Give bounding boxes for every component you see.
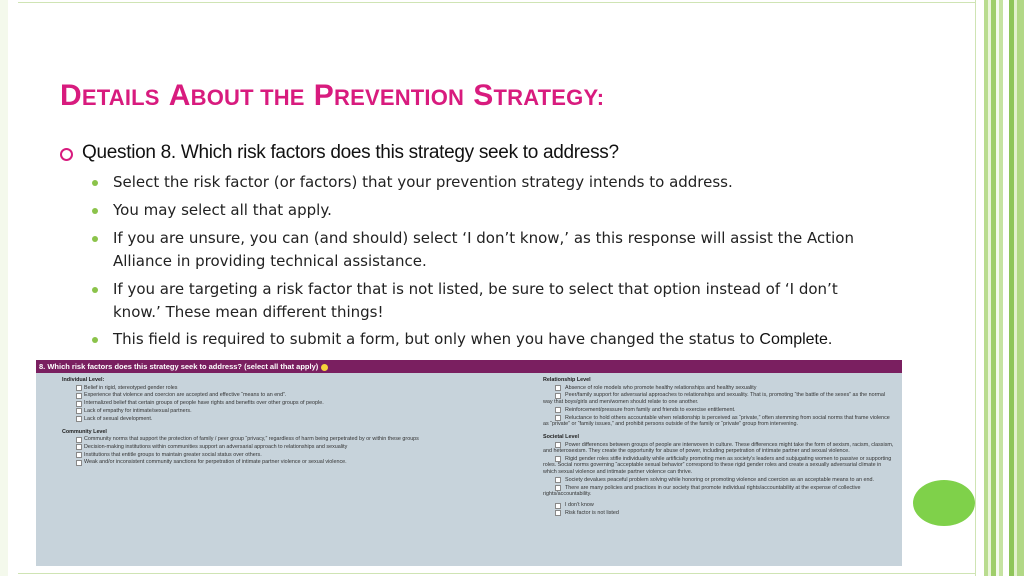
checkbox[interactable] xyxy=(76,401,82,407)
checkbox[interactable] xyxy=(555,456,561,462)
bullet-text: If you are unsure, you can (and should) select ‘I don’t know,’ as this response will assist the Action Alliance in providing technical assistance. xyxy=(113,229,854,270)
right-border-line xyxy=(975,0,976,576)
risk-factor-form-screenshot xyxy=(36,360,902,566)
bullet-item xyxy=(92,227,872,273)
risk-factor-option[interactable]: Lack of empathy for intimate/sexual partners. xyxy=(62,408,542,415)
decorative-stripes xyxy=(984,0,1024,576)
bullet-item xyxy=(92,278,872,324)
community-level-heading: Community Level xyxy=(62,428,107,435)
checkbox[interactable] xyxy=(555,477,561,483)
right-column xyxy=(543,375,895,518)
risk-factor-option[interactable]: Reluctance to hold others accountable when relationship is perceived as “private,” often stemming from social norms that frame violence as “private” or “family issues,” and prohibit persons outside of the family or “private” group from intervening. xyxy=(543,414,890,428)
checkbox[interactable] xyxy=(76,444,82,450)
bullet-dot-icon xyxy=(92,236,98,242)
bullet-item xyxy=(92,171,872,194)
checkbox[interactable] xyxy=(555,510,561,516)
i-dont-know-option[interactable]: I don’t know xyxy=(543,502,895,509)
left-frame-strip xyxy=(0,0,8,576)
checkbox[interactable] xyxy=(555,415,561,421)
bullet-dot-icon xyxy=(92,208,98,214)
bullet-item xyxy=(92,199,872,222)
top-border-line xyxy=(18,2,976,3)
bullet-text: Select the risk factor (or factors) that your prevention strategy intends to address. xyxy=(113,173,733,191)
decorative-green-circle xyxy=(913,480,975,526)
not-listed-option[interactable]: Risk factor is not listed xyxy=(543,510,895,517)
checkbox[interactable] xyxy=(555,503,561,509)
bullet-dot-icon xyxy=(92,337,98,343)
checkbox[interactable] xyxy=(76,460,82,466)
bullet-text: If you are targeting a risk factor that is not listed, be sure to select that option instead of ‘I don’t know.’ These mean different things! xyxy=(113,280,838,321)
question-text: Question 8. Which risk factors does this strategy seek to address? xyxy=(82,142,619,163)
risk-factor-option[interactable]: Belief in rigid, stereotyped gender roles xyxy=(62,385,542,392)
relationship-level-heading: Relationship Level xyxy=(543,377,591,383)
checkbox[interactable] xyxy=(555,385,561,391)
risk-factor-option[interactable]: Reinforcement/pressure from family and friends to exercise entitlement. xyxy=(543,407,895,414)
checkbox[interactable] xyxy=(76,408,82,414)
societal-level-heading: Societal Level xyxy=(543,433,579,440)
risk-factor-option[interactable]: Decision-making institutions within communities support an adversarial approach to relationships and sexuality xyxy=(62,444,542,451)
help-icon[interactable] xyxy=(321,364,328,371)
risk-factor-option[interactable]: Society devalues peaceful problem solving while honoring or promoting violence and coercion as an acceptable means to an end. xyxy=(543,477,895,484)
circle-bullet-icon xyxy=(60,148,73,161)
risk-factor-option[interactable]: Community norms that support the protection of family / peer group “privacy,” regardless of harm being perpetrated by or within these groups xyxy=(62,436,542,443)
bullet-item xyxy=(92,328,872,351)
checkbox[interactable] xyxy=(76,452,82,458)
risk-factor-option[interactable]: Lack of sexual development. xyxy=(62,416,542,423)
bullet-text: This field is required to submit a form, but only when you have changed the status to Complete. xyxy=(113,330,833,348)
risk-factor-option[interactable]: There are many policies and practices in our society that promote individual rights/accountability at the expense of collective rights/accountability. xyxy=(543,484,861,498)
bottom-border-line xyxy=(18,573,976,574)
checkbox[interactable] xyxy=(76,393,82,399)
bullet-dot-icon xyxy=(92,287,98,293)
bullet-dot-icon xyxy=(92,180,98,186)
risk-factor-option[interactable]: Peer/family support for adversarial approaches to relationships and sexuality. That is, promoting “the battle of the sexes” as the normal way that boys/girls and men/women should relate to one another. xyxy=(543,392,886,405)
checkbox[interactable] xyxy=(555,407,561,413)
individual-level-heading: Individual Level: xyxy=(62,377,105,383)
risk-factor-option[interactable]: Absence of role models who promote healthy relationships and healthy sexuality xyxy=(543,385,895,392)
risk-factor-option[interactable]: Experience that violence and coercion are accepted and effective “means to an end”. xyxy=(62,392,542,399)
risk-factor-option[interactable]: Internalized belief that certain groups of people have rights and benefits over other groups of people. xyxy=(62,400,542,407)
bullet-text: You may select all that apply. xyxy=(113,201,332,219)
form-question-header: 8. Which risk factors does this strategy seek to address? (select all that apply) xyxy=(36,360,902,373)
page-title: DETAILS ABOUT THE PREVENTION STRATEGY: xyxy=(60,79,605,112)
checkbox[interactable] xyxy=(555,485,561,491)
complete-status-text: Complete. xyxy=(759,331,833,348)
checkbox[interactable] xyxy=(555,393,561,399)
risk-factor-option[interactable]: Rigid gender roles stifle individuality while artificially promoting men as society’s leaders and subjugating women to passive or supporting roles. Social norms governing “acceptable sexual behavior” correspond to these rigid gender roles and create a sexually adversarial climate in which sexual violence and intimate partner violence can thrive. xyxy=(543,455,892,476)
risk-factor-option[interactable]: Weak and/or inconsistent community sanctions for perpetration of intimate partner violence or sexual violence. xyxy=(62,459,542,466)
checkbox[interactable] xyxy=(76,437,82,443)
checkbox[interactable] xyxy=(555,442,561,448)
left-column xyxy=(62,375,542,467)
checkbox[interactable] xyxy=(76,416,82,422)
checkbox[interactable] xyxy=(76,385,82,391)
risk-factor-option[interactable]: Institutions that entitle groups to maintain greater social status over others. xyxy=(62,452,542,459)
risk-factor-option[interactable]: Power differences between groups of people are interwoven in culture. These differences might take the form of sexism, racism, classism, and heterosexism. They create the opportunity for abuse of power, including perpetration of intimate partner and sexual violence. xyxy=(543,441,894,455)
